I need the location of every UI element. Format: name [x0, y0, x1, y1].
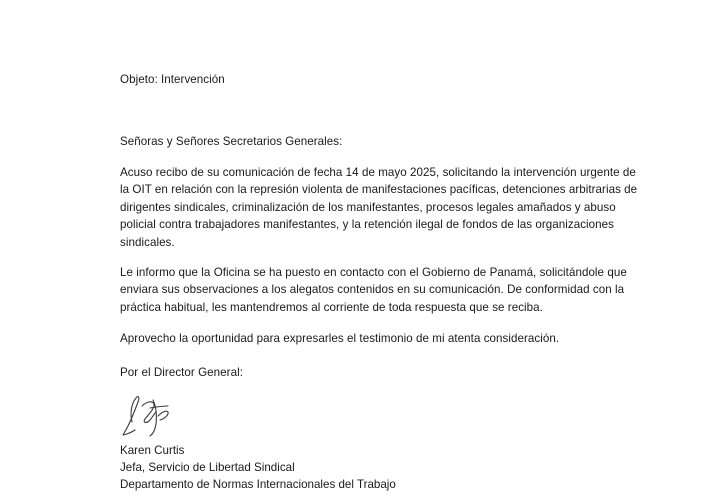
signatory-title: Jefa, Servicio de Libertad Sindical	[120, 460, 295, 474]
letter-subject: Objeto: Intervención	[120, 73, 225, 86]
paragraph-line: Le informo que la Oficina se ha puesto en contacto con el Gobierno de Panamá, solicitándole que	[120, 266, 627, 279]
signatory-department: Departamento de Normas Internacionales del Trabajo	[120, 477, 396, 491]
letter-salutation: Señoras y Señores Secretarios Generales:	[120, 135, 343, 148]
letter-closing: Aprovecho la oportunidad para expresarles el testimonio de mi atenta consideración.	[120, 332, 560, 345]
paragraph-government-contact	[120, 264, 705, 316]
on-behalf-line: Por el Director General:	[120, 366, 243, 379]
paragraph-line: policial contra trabajadores manifestantes, y la retención ilegal de fondos de las organizaciones	[120, 218, 615, 232]
signatory-block	[120, 443, 396, 493]
paragraph-line: práctica habitual, les mantendremos al corriente de toda respuesta que se reciba.	[120, 300, 543, 314]
paragraph-line: sindicales.	[120, 235, 175, 249]
paragraph-line: dirigentes sindicales, criminalización de los manifestantes, procesos legales amañados y abuso	[120, 200, 616, 214]
handwritten-signature-icon	[120, 392, 190, 444]
paragraph-acknowledgement	[120, 164, 705, 251]
paragraph-line: enviara sus observaciones a los alegatos contenidos en su comunicación. De conformidad con la	[120, 283, 625, 297]
signatory-name: Karen Curtis	[120, 444, 185, 457]
paragraph-line: la OIT en relación con la represión violenta de manifestaciones pacíficas, detenciones arbitrarias de	[120, 183, 638, 197]
paragraph-line: Acuso recibo de su comunicación de fecha 14 de mayo 2025, solicitando la intervención urgente de	[120, 166, 636, 179]
